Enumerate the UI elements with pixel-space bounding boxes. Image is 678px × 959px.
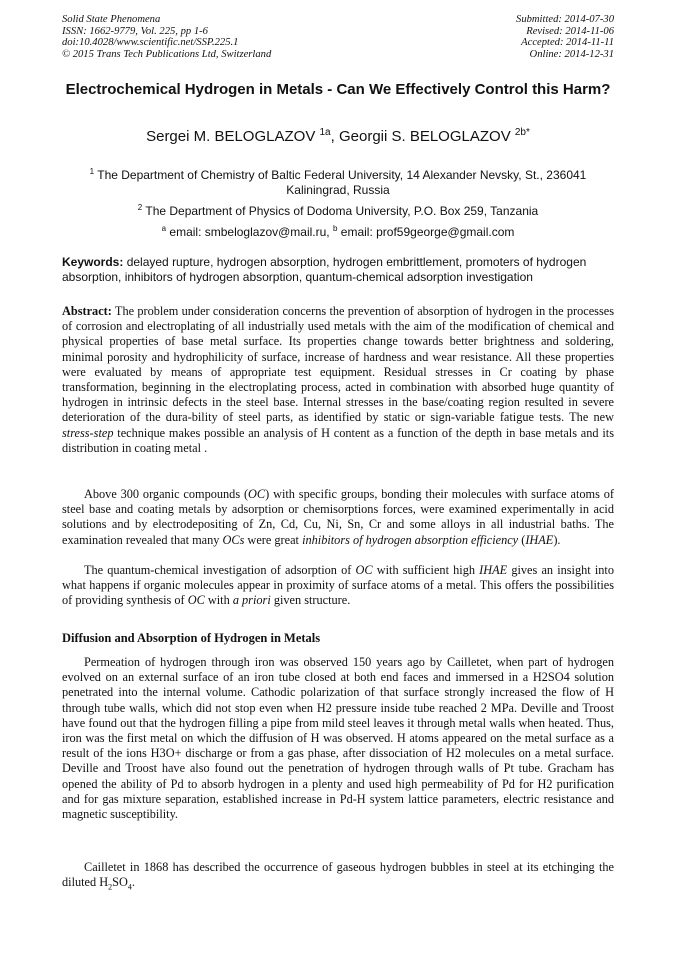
affiliation-2-text: The Department of Physics of Dodoma University, P.O. Box 259, Tanzania: [145, 204, 539, 218]
abstract-oc-3: OC: [187, 593, 205, 608]
abstract-text-2a: Above 300 organic compounds (: [84, 487, 249, 501]
section-paragraph-2: [62, 860, 614, 895]
keywords: [62, 255, 614, 284]
section-paragraph-1: Permeation of hydrogen through iron was observed 150 years ago by Cailletet, when part of hydrogen evolved on an external surface of an iron tube closed at both end faces and immersed in a H2SO4 solution penetrated into the internal volume. Cathodic polarization of that surface strongly increased the flow of H through tube walls, which did not stop even when H2 pressure inside tube reached 2 MPa. Deville and Troost have found out that the hydrogen filling a pipe from mild steel leaves it through metal walls when heated. Thus, iron was the first metal on which the diffusion of H was observed. H atoms appeared on the metal surface as a result of the ions H3O+ discharge or from a gas phase, after dissociation of H2 molecules on a metal surface. Deville and Troost have also found out the penetration of hydrogen through walls of Pt tube. Gracham has opened the ability of Pd to absorb hydrogen in a plenty and used high permeability of Pd for H2 purification and for gas mixture separation, established increase in Pd-H system lattice parameters, electric resistance and magnetic susceptibility.: [62, 655, 614, 822]
subscript-4: 4: [127, 882, 132, 892]
revised-date: Revised: 2014-11-06: [526, 25, 614, 37]
keywords-label: Keywords:: [62, 255, 124, 269]
submitted-date: Submitted: 2014-07-30: [516, 14, 614, 25]
email-a-sup: a: [161, 224, 167, 233]
doi: doi:10.4028/www.scientific.net/SSP.225.1: [62, 37, 239, 49]
email-a: email: smbeloglazov@mail.ru,: [169, 225, 333, 239]
email-b: email: prof59george@gmail.com: [340, 225, 515, 239]
affiliation-1: [62, 164, 614, 198]
abstract-inhibitors: inhibitors of hydrogen absorption efficiency: [302, 532, 519, 547]
abstract-text-2c: were great: [244, 532, 303, 547]
abstract-paragraph-3: [62, 563, 614, 609]
abstract-text-2e: ).: [553, 532, 561, 547]
abstract-paragraph-2: [62, 487, 614, 548]
abstract-a-priori: a priori: [232, 593, 271, 608]
abstract-text-2d: (: [518, 532, 526, 547]
keywords-text: delayed rupture, hydrogen absorption, hydrogen embrittlement, promoters of hydrogen absorption, inhibitors of hydrogen absorption, quantum-chemical adsorption investigation: [62, 255, 587, 284]
abstract-oc-2: OC: [355, 563, 373, 577]
section-text-2b: SO: [112, 875, 128, 890]
abstract-text-3b: with sufficient high: [372, 563, 480, 577]
abstract-paragraph-1: [62, 304, 614, 456]
abstract-stress-step: stress-step: [62, 425, 114, 440]
subscript-2: 2: [108, 882, 113, 892]
author-2-sup: 2b*: [514, 127, 530, 138]
online-date: Online: 2014-12-31: [529, 48, 614, 60]
author-1-sup: 1a: [319, 127, 331, 138]
email-line: [62, 221, 614, 240]
abstract-text-3c: gives an insight into what happens if organic molecules appear in proximity of surface atoms of a metal. This offers the possibilities of providing synthesis of: [62, 563, 614, 608]
abstract-oc: OC: [248, 487, 266, 501]
abstract-ihae-2: IHAE: [479, 563, 508, 577]
abstract-text-3d: with: [204, 593, 233, 608]
issn: ISSN: 1662-9779, Vol. 225, pp 1-6: [62, 25, 208, 37]
copyright: © 2015 Trans Tech Publications Ltd, Switzerland: [62, 48, 272, 60]
affiliation-1-sup: 1: [89, 167, 95, 176]
author-separator: ,: [330, 128, 339, 145]
abstract-text-3e: given structure.: [270, 593, 351, 608]
authors: [62, 127, 614, 145]
paper-title: Electrochemical Hydrogen in Metals - Can We Effectively Control this Harm?: [65, 81, 611, 98]
abstract-text-2b: ) with specific groups, bonding their molecules with surface atoms of steel base and coating metals by adsorption or chemisorptions forces, were examined experimentally in acid solutions and by electrodepositing of Zn, Cd, Cu, Ni, Sn, Cr and some alloys in all industrial baths. The examination revealed that many: [62, 487, 614, 547]
author-2: Georgii S. BELOGLAZOV: [338, 128, 511, 145]
affiliation-1-text: The Department of Chemistry of Baltic Federal University, 14 Alexander Nevsky, St., 236041 Kaliningrad, Russia: [97, 168, 587, 197]
abstract-ocs: OCs: [222, 532, 245, 547]
section-text-2c: .: [131, 875, 135, 890]
journal-header-right: [516, 14, 614, 60]
section-heading: Diffusion and Absorption of Hydrogen in Metals: [62, 631, 321, 645]
accepted-date: Accepted: 2014-11-11: [521, 37, 614, 49]
email-b-sup: b: [332, 224, 338, 233]
abstract-text-3a: The quantum-chemical investigation of adsorption of: [84, 563, 356, 577]
abstract-text-1a: The problem under consideration concerns the prevention of absorption of hydrogen in the processes of corrosion and electroplating of all industrially used metals with the aim of the modification of chemical and physical properties of base metal surface. Its properties change towards better brightness and soldering, minimal porosity and hydrophilicity of surface, increase of hardness and wear resistance. All these properties were evaluated by means of appropriate test equipment. Residual stresses in Cr coating by phase transformation, beginning in the electroplating process, acted in combination with absorbed huge quantity of hydrogen in intrinsic defects in the steel base. Internal stresses in the base/coating region resulted in severe deterioration of the dura-bility of steel parts, as identified by static or sign-variable fatigue tests. The new: [62, 304, 614, 425]
journal-name: Solid State Phenomena: [62, 14, 161, 25]
affiliation-2: [62, 200, 614, 219]
section-text-2a: Cailletet in 1868 has described the occurrence of gaseous hydrogen bubbles in steel at its etchinging the diluted H: [62, 860, 614, 890]
affiliation-2-sup: 2: [137, 203, 143, 212]
journal-header-left: [62, 14, 271, 60]
abstract-ihae: IHAE: [525, 532, 554, 547]
abstract-text-1b: technique makes possible an analysis of H content as a function of the depth in base metals and its distribution in coating metal .: [62, 425, 614, 455]
abstract-label: Abstract:: [62, 304, 112, 318]
author-1: Sergei M. BELOGLAZOV: [146, 128, 316, 145]
